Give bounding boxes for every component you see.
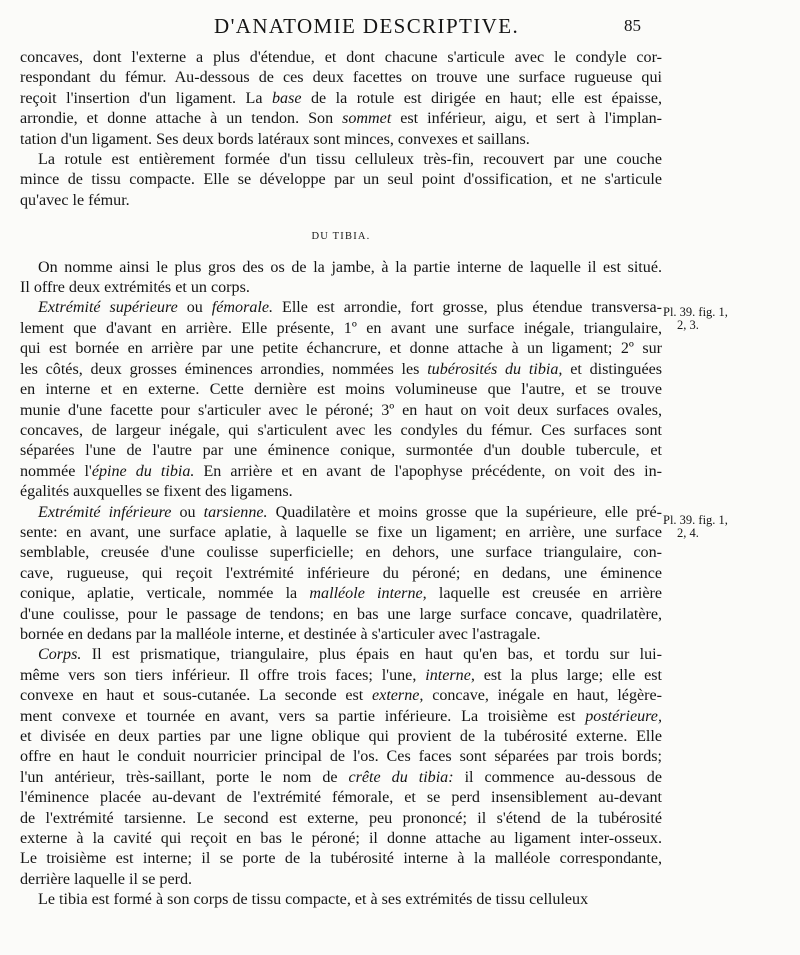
text-line: reçoit l'insertion d'un ligament. La base de la rotule est dirigée en haut; elle est épaisse, <box>20 89 662 107</box>
italic-term: Corps. <box>38 646 82 664</box>
body-text <box>20 48 662 911</box>
text-line: et divisée en deux parties par une ligne oblique qui provient de la tubérosité externe. Elle <box>20 728 662 745</box>
italic-term: externe, <box>372 687 424 705</box>
italic-term: épine du tibia. <box>91 462 195 480</box>
text-line: nommée l'épine du tibia. En arrière et en avant de l'apophyse précédente, on voit des in- <box>20 462 662 480</box>
italic-term: postérieure, <box>585 707 662 725</box>
text-line: derrière laquelle il se perd. <box>20 870 193 888</box>
text-line: tation d'un ligament. Ses deux bords latéraux sont minces, convexes et saillans. <box>20 130 530 148</box>
text-line: sente: en avant, une surface aplatie, à laquelle se fixe un ligament; en arrière, une surface <box>20 523 662 541</box>
running-title: D'ANATOMIE DESCRIPTIVE. <box>214 14 520 38</box>
text-line: Il offre deux extrémités et un corps. <box>20 279 250 297</box>
text-line: mince de tissu compacte. Elle se développe par un seul point d'ossification, et ne s'articule <box>20 171 662 189</box>
italic-term: tubérosités du tibia, <box>427 360 563 378</box>
text-line: convexe en haut et sous-cutanée. La seconde est externe, concave, inégale en haut, légère- <box>20 687 663 705</box>
section-title: DU TIBIA. <box>311 231 371 243</box>
text-line: externe à la cavité qui reçoit en bas le péroné; il donne attache au ligament inter-osseux. <box>20 830 662 848</box>
text-line: séparées l'une de l'autre par une éminence conique, surmontée d'un double tubercule, et <box>20 442 662 460</box>
text-line: égalités auxquelles se fixent des ligamens. <box>20 483 293 501</box>
italic-term: malléole interne, <box>309 585 427 603</box>
italic-term: sommet <box>342 110 392 128</box>
text-line: ment convexe et tournée en avant, vers sa partie inférieure. La troisième est postérieure, <box>20 707 662 725</box>
italic-term: Extrémité inférieure <box>38 503 172 521</box>
margin-note-plate-ref: Pl. 39. fig. 1, 2, 4. <box>663 513 728 540</box>
italic-term: Extrémité supérieure <box>38 299 178 317</box>
text-line: Le troisième est interne; il se porte de la tubérosité interne à la malléole correspondante, <box>20 850 662 868</box>
text-line: en interne et en externe. Cette dernière est moins volumineuse que l'autre, et se trouve <box>20 381 662 399</box>
italic-term: crête du tibia: <box>348 768 454 786</box>
text-line: les côtés, deux grosses éminences arrondies, nommées les tubérosités du tibia, et distinguées <box>20 360 662 378</box>
running-head <box>0 14 800 38</box>
italic-term: fémorale. <box>211 299 274 317</box>
italic-term: interne, <box>425 666 475 684</box>
margin-note-plate-ref: Pl. 39. fig. 1, 2, 3. <box>663 305 728 332</box>
text-line: même vers son tiers inférieur. Il offre trois faces; l'une, interne, est la plus large; elle est <box>20 666 663 684</box>
text-line: Corps. Il est prismatique, triangulaire, plus épais en haut qu'en bas, et tordu sur lui- <box>38 646 662 664</box>
text-line: respondant du fémur. Au-dessous de ces deux facettes on trouve une surface rugueuse qui <box>20 69 662 87</box>
text-line: l'un antérieur, très-saillant, porte le nom de crête du tibia: il commence au-dessous de <box>20 768 662 786</box>
text-line: arrondie, et donne attache à un tendon. Son sommet est inférieur, aigu, et sert à l'implan- <box>20 110 662 128</box>
italic-term: tarsienne. <box>203 503 268 521</box>
italic-term: base <box>272 89 302 107</box>
text-line: concaves, de largeur inégale, qui s'articulent avec les condyles du fémur. Ces surfaces sont <box>20 421 662 439</box>
text-line: lement que d'avant en arrière. Elle présente, 1º en avant une surface inégale, triangulaire, <box>20 319 662 337</box>
text-line: La rotule est entièrement formée d'un tissu celluleux très-fin, recouvert par une couche <box>38 151 662 169</box>
text-line: bornée en dedans par la malléole interne, et destinée à s'articuler avec l'astragale. <box>20 625 541 643</box>
text-line: cave, rugueuse, qui reçoit l'extrémité inférieure du péroné; en dedans, une éminence <box>20 564 662 582</box>
text-line: munie d'une facette pour s'articuler avec le péroné; 3º en haut on voit deux surfaces ovales, <box>20 401 662 419</box>
text-line: conique, aplatie, verticale, nommée la malléole interne, laquelle est creusée en arrière <box>20 585 662 603</box>
text-line: qui est bornée en arrière par une petite échancrure, et donne attache à un ligament; 2º sur <box>20 340 662 358</box>
text-line: Extrémité inférieure ou tarsienne. Quadilatère et moins grosse que la supérieure, elle pré- <box>38 503 662 521</box>
text-line: concaves, dont l'externe a plus d'étendue, et dont chacune s'articule avec le condyle cor- <box>20 49 662 66</box>
text-line: semblable, creusée d'une coulisse superficielle; en dehors, une surface triangulaire, con- <box>20 544 662 562</box>
text-line: offre en haut le conduit nourricier principal de l'os. Ces faces sont séparées par trois bords; <box>20 748 662 766</box>
text-line: d'une coulisse, pour le passage de tendons; en bas une large surface concave, quadrilatère, <box>20 605 662 623</box>
text-line: Extrémité supérieure ou fémorale. Elle est arrondie, fort grosse, plus étendue transversa- <box>38 299 663 317</box>
text-line: de l'extrémité tarsienne. Le second est externe, peu prononcé; il s'étend de la tubérosité <box>20 809 662 827</box>
text-line: qu'avec le fémur. <box>20 191 130 209</box>
text-line: l'éminence placée au-devant de l'extrémité fémorale, et se perd insensiblement au-devant <box>20 789 662 807</box>
page-number: 85 <box>624 16 641 35</box>
text-line: Le tibia est formé à son corps de tissu compacte, et à ses extrémités de tissu celluleux <box>38 891 589 909</box>
text-line: On nomme ainsi le plus gros des os de la jambe, à la partie interne de laquelle il est situé. <box>38 258 662 276</box>
